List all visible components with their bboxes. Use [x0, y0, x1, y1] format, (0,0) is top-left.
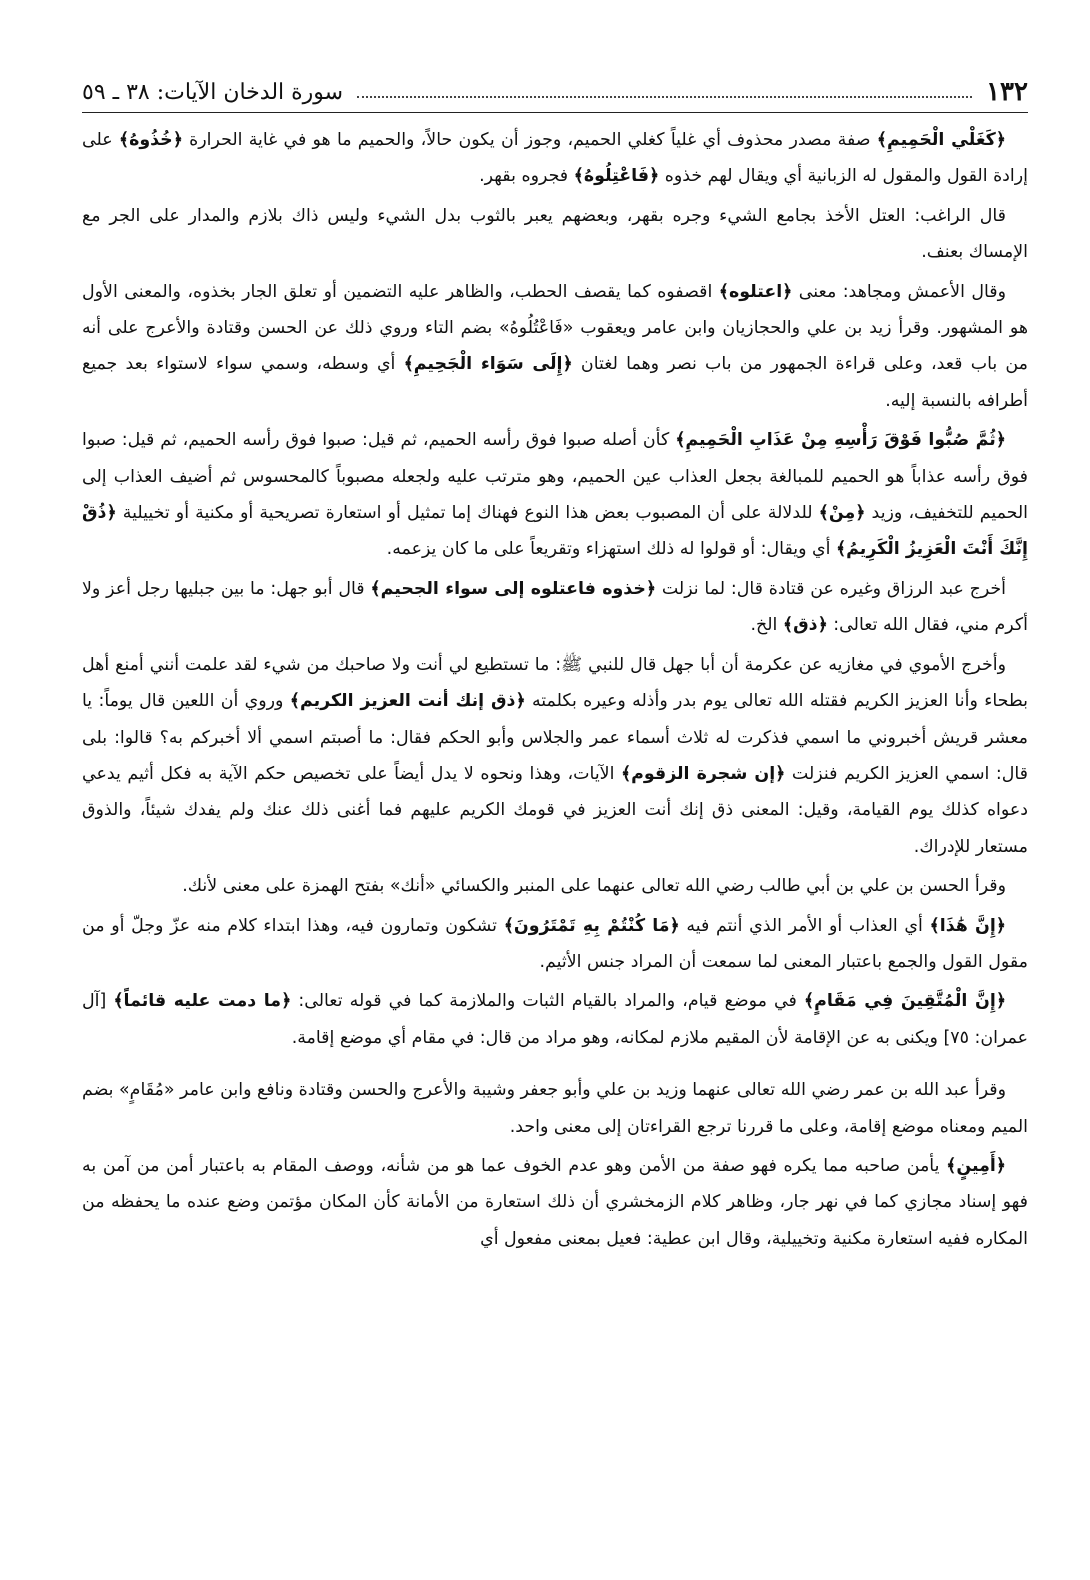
paragraph-text: الخ.	[750, 615, 783, 636]
paragraph-text: على إرادة القول والمقول له الزبانية أي ويقال لهم خذوه	[82, 130, 1028, 187]
paragraph-text: وأخرج الأموي في مغازيه عن عكرمة أن أبا جهل قال للنبي ﷺ: ما تستطيع لي أنت ولا صاحبك من شيء لقد علمت أنني أمنع أهل بطحاء وأنا العزيز الكريم فقتله الله تعالى يوم بدر وأذله وعيره بكلمته	[82, 654, 1028, 712]
quran-quote: ﴿خذوه فاعتلوه إلى سواء الجحيم﴾	[370, 578, 657, 599]
quran-quote: ﴿ذق﴾	[782, 615, 828, 636]
paragraph-text: يأمن صاحبه مما يكره فهو صفة من الأمن وهو عدم الخوف عما هو من شأنه، ووصف المقام به باعتبار أمن من آمن به فهو إسناد مجازي كما في نهر جار، وظاهر كلام الزمخشري أن ذلك استعارة من الأمانة كأن المكان مؤتمن وضع عنده ما يحفظه من المكاره ففيه استعارة مكنية وتخييلية، وقال ابن عطية: فعيل بمعنى مفعول أي	[82, 1155, 1028, 1249]
quran-quote: ﴿مِنْ﴾	[818, 503, 866, 524]
paragraph	[82, 1148, 1028, 1257]
paragraph	[82, 647, 1028, 865]
quran-quote: ﴿إن شجرة الزقوم﴾	[620, 763, 786, 784]
quran-quote: ﴿ذق إنك أنت العزيز الكريم﴾	[289, 691, 526, 712]
page-number: ١٣٢	[986, 77, 1028, 107]
paragraph-text: قال الراغب: العتل الأخذ بجامع الشيء وجره بقهر، وبعضهم يعبر بالثوب بدل الشيء وليس ذاك بلازم والمدار على الجر مع الإمساك بعنف.	[82, 205, 1028, 263]
paragraph	[82, 571, 1028, 644]
paragraph-text: الآيات، وهذا ونحوه لا يدل أيضاً على تخصيص حكم الآية به فكل أثيم يدعي دعواه كذلك يوم القيامة، وقيل: المعنى ذق إنك أنت العزيز في قومك الكريم عليهم فما أغنى ذلك عنك ولم يفدك شيئاً، والذوق مستعار للإدراك.	[82, 763, 1028, 857]
page-body	[82, 122, 1028, 1562]
quran-quote: ﴿إِلَى سَوَاء الْجَحِيمِ﴾	[403, 354, 573, 375]
paragraph	[82, 908, 1028, 981]
quran-quote: ﴿ثُمَّ صُبُّوا فَوْقَ رَأْسِهِ مِنْ عَذَابِ الْحَمِيمِ﴾	[675, 430, 1006, 451]
quran-quote: ﴿ما دمت عليه قائماً﴾	[113, 991, 292, 1012]
paragraph-text: في موضع قيام، والمراد بالقيام الثبات والملازمة كما في قوله تعالى:	[291, 991, 804, 1012]
paragraph-text: وقرأ عبد الله بن عمر رضي الله تعالى عنهما وزيد بن علي وأبو جعفر وشيبة والأعرج والحسن وقتادة ونافع وابن عامر «مُقَامٍ» بضم الميم ومعناه موضع إقامة، وعلى ما قررنا ترجع القراءتان إلى معنى واحد.	[82, 1080, 1028, 1137]
paragraph-text: أي وسطه، وسمي سواء لاستواء بعد جميع أطرافه بالنسبة إليه.	[82, 354, 1028, 411]
paragraph-text: وقرأ الحسن بن علي بن أبي طالب رضي الله تعالى عنهما على المنبر والكسائي «أنك» بفتح الهمزة على معنى لأنك.	[182, 876, 1006, 897]
paragraph	[82, 422, 1028, 568]
quran-quote: ﴿مَا كُنْتُمْ بِهِ تَمْتَرُونَ﴾	[503, 915, 680, 936]
quran-quote: ﴿خُذُوهُ﴾	[118, 130, 183, 150]
paragraph-text: اقصفوه كما يقصف الحطب، والظاهر عليه التضمين أو تعلق الجار بخذوه، والمعنى الأول هو المشهور. وقرأ زيد بن علي والحجازيان وابن عامر ويعقوب «فَاعْتُلُوهُ» بضم التاء وروي ذلك عن الحسن وقتادة والأعرج على أنه من باب قعد، وعلى قراءة الجمهور من باب نصر وهما لغتان	[82, 281, 1028, 375]
quran-quote: ﴿فَاعْتِلُوهُ﴾	[573, 166, 660, 187]
paragraph-text: فجروه بقهر.	[479, 166, 574, 187]
paragraph	[82, 1072, 1028, 1145]
quran-quote: ﴿كَغَلْي الْحَمِيمِ﴾	[876, 130, 1006, 150]
paragraph-text: أخرج عبد الرزاق وغيره عن قتادة قال: لما نزلت	[656, 578, 1007, 599]
paragraph-text: وقال الأعمش ومجاهد: معنى	[792, 281, 1006, 302]
paragraph-text: [آل عمران: ٧٥] ويكنى به عن الإقامة لأن المقيم ملازم لمكانه، وهو مراد من قال: في مقام أي موضع إقامة.	[82, 991, 1028, 1048]
paragraph-text: أي العذاب أو الأمر الذي أنتم فيه	[679, 915, 930, 936]
paragraph-text: وروي أن اللعين قال يوماً: يا معشر قريش أخبروني ما اسمي فذكرت له ثلاث أسماء عمر والجلاس وأبو الحكم فقال: ما أصبتم اسمي ألا أخبركم به؟ قالوا: بلى قال: اسمي العزيز الكريم فنزلت	[82, 691, 1028, 784]
paragraph-text: صفة مصدر محذوف أي غلياً كغلي الحميم، وجوز أن يكون حالاً، والحميم ما هو في غاية الحرارة	[182, 130, 877, 150]
paragraph-text: تشكون وتمارون فيه، وهذا ابتداء كلام منه عزّ وجلّ أو من مقول القول والجمع باعتبار المعنى لما سمعت أن المراد جنس الأثيم.	[82, 915, 1028, 972]
paragraph-text: قال أبو جهل: ما بين جبليها رجل أعز ولا أكرم مني، فقال الله تعالى:	[82, 578, 1028, 636]
page-header	[82, 72, 1028, 113]
quran-quote: ﴿ذُقْ إِنَّكَ أَنْتَ الْعَزِيزُ الْكَرِيمُ﴾	[82, 503, 1028, 560]
paragraph	[82, 198, 1028, 271]
paragraph	[82, 983, 1028, 1056]
quran-quote: ﴿أَمِينٍ﴾	[946, 1155, 1006, 1176]
paragraph	[82, 868, 1028, 904]
quran-quote: ﴿إِنَّ الْمُتَّقِينَ فِي مَقَامٍ﴾	[803, 991, 1007, 1012]
paragraph-text: كأن أصله صبوا فوق رأسه الحميم، ثم قيل: صبوا فوق رأسه الحميم، ثم قيل: صبوا فوق رأسه عذاباً هو الحميم للمبالغة بجعل العذاب عين الحميم، وهو مترتب عليه ولجعله مصبوباً كالمحسوس ثم أضيف العذاب إلى الحميم للتخفيف، وزيد	[82, 430, 1028, 524]
quran-quote: ﴿إِنَّ هَٰذَا﴾	[929, 915, 1006, 936]
dotted-leader	[357, 96, 972, 98]
paragraph	[82, 274, 1028, 420]
quran-quote: ﴿اعتلوه﴾	[718, 281, 793, 302]
paragraph	[82, 122, 1028, 195]
paragraph-text: أي ويقال: أو قولوا له ذلك استهزاء وتقريعاً على ما كان يزعمه.	[386, 539, 836, 560]
paragraph-text: للدلالة على أن المصبوب بعض هذا النوع فهناك إما تمثيل أو استعارة تصريحية أو مكنية أو تخييلية	[116, 503, 819, 524]
running-title: سورة الدخان الآيات: ٣٨ ـ ٥٩	[82, 79, 344, 105]
